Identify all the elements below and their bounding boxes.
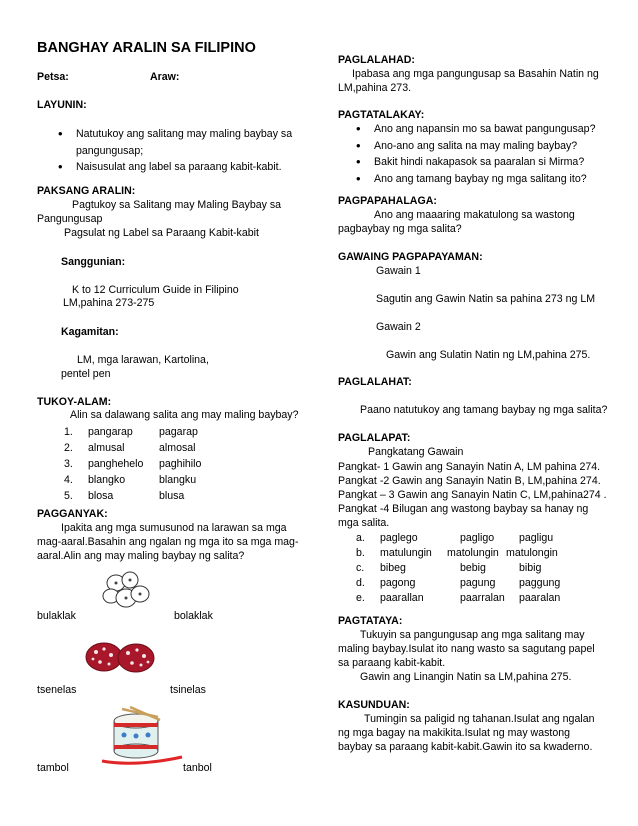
paglalahad-line: Ipabasa ang mga pangungusap sa Basahin Natin ng (352, 68, 599, 80)
sanggunian-line: LM,pahina 273-275 (63, 297, 155, 309)
gawain-2-label: Gawain 2 (376, 321, 421, 333)
paglalapat-list (356, 531, 560, 606)
list-item: 2. almusal almosal (64, 442, 196, 454)
pagganyak-line: mag-aaral.Basahin ang ngalan ng mga ito sa mga mag- (37, 536, 299, 548)
layunin-heading: LAYUNIN: (37, 99, 87, 111)
paglalapat-line: mga salita. (338, 517, 390, 529)
kasunduan-heading: KASUNDUAN: (338, 699, 410, 711)
layunin-item: • Naisusulat ang label sa paraang kabit-kabit. (54, 159, 292, 176)
sanggunian-heading: Sanggunian: (61, 256, 126, 268)
paglalapat-line: Pangkat- 1 Gawin ang Sanayin Natin A, LM pahina 274. (338, 461, 601, 473)
list-item: c. bibeg bebig bibig (356, 562, 542, 574)
list-item: 1. pangarap pagarap (64, 426, 198, 438)
gawaing-heading: GAWAING PAGPAPAYAMAN: (338, 251, 483, 263)
kagamitan-line: LM, mga larawan, Kartolina, (77, 354, 209, 366)
drum-icon (96, 705, 188, 767)
list-item: 3. panghehelo paghihilo (64, 458, 202, 470)
paglalapat-heading: PAGLALAPAT: (338, 432, 411, 444)
pair-right-word: bolaklak (174, 610, 213, 622)
paglalahat-heading: PAGLALAHAT: (338, 376, 412, 388)
paglalahat-line: Paano natutukoy ang tamang baybay ng mga salita? (360, 404, 608, 416)
petsa-label: Petsa: (37, 71, 69, 83)
paglalapat-line: Pangkat -4 Bilugan ang wastong baybay sa hanay ng (338, 503, 589, 515)
list-item: • Ano-ano ang salita na may maling baybay? (352, 138, 595, 155)
pair-left-word: tambol (37, 762, 69, 774)
paksang-aralin-line: Pagsulat ng Label sa Paraang Kabit-kabit (64, 227, 259, 239)
pagtataya-line: maling baybay.Isulat ito nang wasto sa sagutang papel (338, 643, 595, 655)
paksang-aralin-line: Pagtukoy sa Salitang may Maling Baybay sa (72, 199, 282, 211)
kasunduan-line: Tumingin sa paligid ng tahanan.Isulat ang ngalan (364, 713, 595, 725)
layunin-item: • Natutukoy ang salitang may maling baybay sa pangungusap; (54, 126, 292, 159)
tukoy-alam-list (64, 424, 201, 504)
pagtataya-heading: PAGTATAYA: (338, 615, 403, 627)
kasunduan-line: baybay sa paraang kabit-kabit.Gawin ito sa kwaderno. (338, 741, 593, 753)
pagpapahalaga-heading: PAGPAPAHALAGA: (338, 195, 437, 207)
paglalapat-sub: Pangkatang Gawain (368, 446, 464, 458)
gawain-1-text: Sagutin ang Gawin Natin sa pahina 273 ng LM (376, 293, 596, 305)
paksang-aralin-line: Pangungusap (37, 213, 103, 225)
list-item: b. matulungin matolungin matulongin (356, 547, 558, 559)
slippers-icon (84, 637, 156, 677)
list-item: • Bakit hindi nakapasok sa paaralan si Mirma? (352, 154, 595, 171)
pagtatalakay-heading: PAGTATALAKAY: (338, 109, 425, 121)
gawain-1-label: Gawain 1 (376, 265, 421, 277)
pair-left-word: bulaklak (37, 610, 76, 622)
pagganyak-line: aaral.Alin ang may maling baybay ng salita? (37, 550, 245, 562)
page-title: BANGHAY ARALIN SA FILIPINO (37, 40, 256, 56)
pair-right-word: tsinelas (170, 684, 206, 696)
pagpapahalaga-line: pagbaybay ng mga salita? (338, 223, 462, 235)
pagganyak-line: Ipakita ang mga sumusunod na larawan sa mga (61, 522, 287, 534)
paglalapat-line: Pangkat – 3 Gawin ang Sanayin Natin C, LM,pahina274 . (338, 489, 607, 501)
list-item: • Ano ang napansin mo sa bawat pangungusap? (352, 121, 595, 138)
layunin-list (54, 126, 292, 176)
paglalahad-heading: PAGLALAHAD: (338, 54, 415, 66)
list-item: d. pagong pagung paggung (356, 577, 561, 589)
pagtataya-line: Tukuyin sa pangungusap ang mga salitang may (360, 629, 585, 641)
pair-right-word: tanbol (183, 762, 212, 774)
list-item: e. paarallan paarralan paaralan (356, 592, 561, 604)
paksang-aralin-heading: PAKSANG ARALIN: (37, 185, 136, 197)
kagamitan-heading: Kagamitan: (61, 326, 119, 338)
pagtataya-line: sa paraang kabit-kabit. (338, 657, 446, 669)
sanggunian-line: K to 12 Curriculum Guide in Filipino (72, 284, 239, 296)
paglalapat-line: Pangkat -2 Gawin ang Sanayin Natin B, LM,pahina 274. (338, 475, 601, 487)
paglalahad-line: LM,pahina 273. (338, 82, 412, 94)
gawain-2-text: Gawin ang Sulatin Natin ng LM,pahina 275. (386, 349, 591, 361)
pagtataya-line: Gawin ang Linangin Natin sa LM,pahina 275. (360, 671, 572, 683)
kagamitan-line: pentel pen (61, 368, 111, 380)
pair-left-word: tsenelas (37, 684, 77, 696)
list-item: • Ano ang tamang baybay ng mga salitang ito? (352, 171, 595, 188)
tukoy-alam-heading: TUKOY-ALAM: (37, 396, 112, 408)
tick-mark: ´ (468, 181, 472, 193)
list-item: 5. blosa blusa (64, 490, 185, 502)
araw-label: Araw: (150, 71, 180, 83)
tukoy-alam-intro: Alin sa dalawang salita ang may maling baybay? (70, 409, 299, 421)
kasunduan-line: ng mga bagay na makikita.Isulat ng may wastong (338, 727, 571, 739)
list-item: 4. blangko blangku (64, 474, 197, 486)
list-item: a. paglego pagligo pagligu (356, 532, 554, 544)
pagganyak-heading: PAGGANYAK: (37, 508, 108, 520)
flower-icon (100, 570, 152, 612)
pagtatalakay-list (352, 121, 595, 187)
pagpapahalaga-line: Ano ang maaaring makatulong sa wastong (374, 209, 575, 221)
